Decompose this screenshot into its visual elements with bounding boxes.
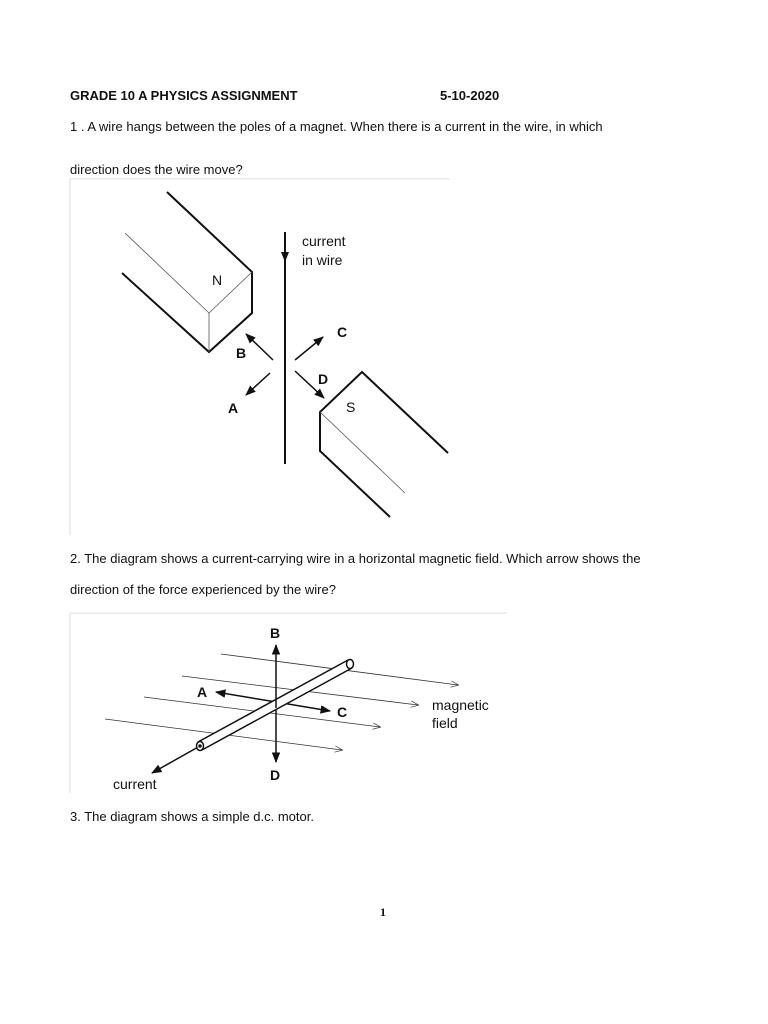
label-a: A [228, 400, 239, 416]
current-arrow [152, 746, 200, 773]
arrow-c [295, 337, 323, 360]
label-a-2: A [197, 684, 208, 700]
south-label: S [346, 399, 356, 415]
label-d-2: D [270, 767, 281, 783]
south-magnet [320, 372, 448, 517]
magnetic-field-label: magnetic [432, 697, 489, 713]
rod-wire [197, 660, 354, 751]
magnetic-field-label-2: field [432, 715, 458, 731]
label-d: D [318, 371, 329, 387]
arrow-a [246, 373, 270, 395]
current-arrowhead-icon [281, 252, 289, 262]
arrow-a-left [216, 692, 276, 702]
current-label-q2: current [113, 776, 157, 792]
north-label: N [212, 272, 223, 288]
page-number: 1 [380, 905, 386, 919]
north-magnet [122, 192, 252, 352]
label-b: B [236, 345, 247, 361]
label-b-2: B [270, 625, 281, 641]
question-1-text-cont: direction does the wire move? [70, 162, 243, 177]
assignment-title: GRADE 10 A PHYSICS ASSIGNMENT [70, 88, 298, 103]
current-label-2: in wire [302, 252, 343, 268]
arrow-b [246, 334, 273, 360]
assignment-date: 5-10-2020 [440, 88, 500, 103]
question-2-text-cont: direction of the force experienced by the wire? [70, 582, 336, 597]
question-3-text: 3. The diagram shows a simple d.c. motor. [70, 809, 314, 824]
question-1-text: 1 . A wire hangs between the poles of a magnet. When there is a current in the wire, in which [70, 119, 603, 134]
current-label: current [302, 233, 346, 249]
question-2-text: 2. The diagram shows a current-carrying wire in a horizontal magnetic field. Which arrow shows the [70, 551, 641, 566]
label-c: C [337, 324, 348, 340]
label-c-2: C [337, 704, 348, 720]
